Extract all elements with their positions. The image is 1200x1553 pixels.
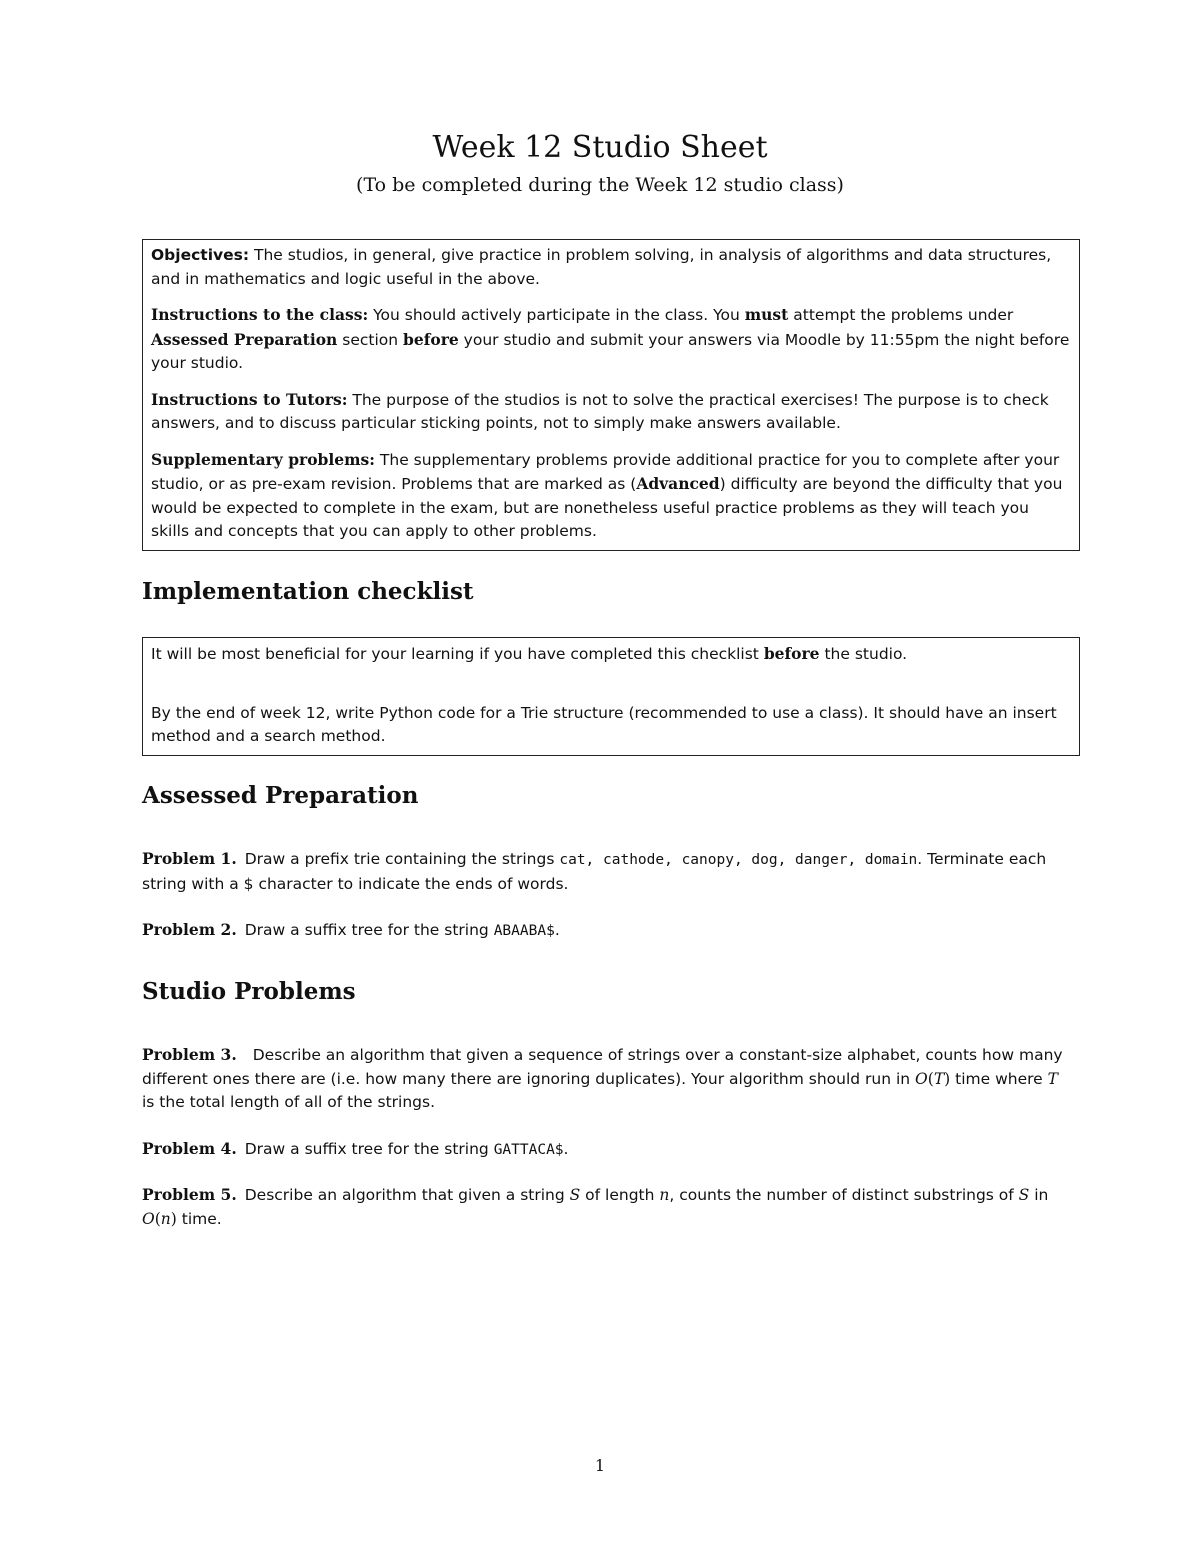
problem-3-text: Describe an algorithm that given a sequence of strings over a constant-size alphabet, counts how many different ones there are (i.e. how many there are ignoring duplicates). Your algorithm should run in (142, 1046, 1063, 1088)
objectives-label: Objectives: (151, 246, 250, 264)
problem-3: Problem 3. Describe an algorithm that given a sequence of strings over a constant-size alphabet, counts how many different ones there are (i.e. how many there are ignoring duplicates). Your algorithm should run in O(T) time where T is the total length of all of the strings. (142, 1045, 1063, 1111)
instructions-class-text: attempt the problems under (788, 306, 1014, 324)
big-o: O (915, 1069, 928, 1088)
problem-4 (142, 1137, 1067, 1163)
instructions-class-paragraph (151, 303, 1071, 376)
problem-4-text: . (563, 1140, 569, 1158)
supplementary-label: Supplementary problems: (151, 449, 375, 469)
before-emphasis: before (763, 644, 820, 663)
problem-2-string: ABAABA$ (493, 923, 555, 939)
problem-2-text: . (554, 921, 560, 939)
problem-3-text: time where (950, 1069, 1048, 1088)
implementation-text: It will be most beneficial for your learning if you have completed this checklist (151, 645, 764, 663)
implementation-box (142, 637, 1080, 756)
objectives-paragraph (151, 244, 1071, 291)
problem-4-label: Problem 4. (142, 1139, 237, 1158)
instructions-class-text: You should actively participate in the class. You (368, 306, 745, 324)
problem-2-label: Problem 2. (142, 920, 237, 939)
problem-5-label: Problem 5. (142, 1185, 237, 1204)
instructions-tutors-paragraph (151, 388, 1071, 436)
before-emphasis: before (403, 329, 459, 349)
math-s: S (569, 1186, 581, 1204)
instructions-class-text: your studio and submit your answers via Moodle by 11:55pm the night before your studio. (151, 330, 1070, 372)
objectives-text: The studios, in general, give practice in problem solving, in analysis of algorithms and data structures, and in mathematics and logic useful in the above. (151, 246, 1052, 288)
assessed-preparation-emphasis: Assessed Preparation (151, 329, 338, 349)
must-emphasis: must (744, 305, 789, 324)
problem-5-text: of length (580, 1186, 660, 1204)
assessed-heading: Assessed Preparation (142, 782, 419, 809)
instructions-tutors-text: The purpose of the studios is not to solve the practical exercises! The purpose is to check answers, and to discuss particular sticking points, not to simply make answers available. (151, 390, 1049, 432)
math-t: T (1047, 1069, 1058, 1088)
problem-5: Problem 5. Describe an algorithm that given a string S of length n, counts the number of distinct substrings of S in O(n) time. (142, 1185, 1049, 1228)
math-s: S (1018, 1186, 1030, 1204)
supplementary-text: ) difficulty are beyond the difficulty that you would be expected to complete in the exam, but are nonetheless useful practice problems as they will teach you skills and concepts that you can apply to other problems. (151, 475, 1063, 540)
problem-3-text: is the total length of all of the strings. (142, 1093, 436, 1111)
problem-1 (142, 847, 1067, 896)
implementation-line-1 (151, 642, 1071, 667)
advanced-emphasis: Advanced (636, 474, 720, 493)
implementation-line-2: By the end of week 12, write Python code for a Trie structure (recommended to use a class). It should have an insert method and a search method. (151, 703, 1057, 745)
problem-2-text: Draw a suffix tree for the string (244, 921, 494, 939)
page-title: Week 12 Studio Sheet (432, 130, 768, 165)
problem-1-strings: cat, cathode, canopy, dog, danger, domain (559, 852, 918, 868)
big-o: O (142, 1209, 155, 1228)
problem-5-text: in (1029, 1186, 1049, 1204)
instructions-tutors-label: Instructions to Tutors: (151, 389, 348, 409)
studio-heading: Studio Problems (142, 978, 356, 1005)
math-n: n (160, 1209, 171, 1228)
page-number: 1 (594, 1456, 606, 1475)
instructions-class-text: section (337, 330, 404, 349)
problem-5-text: time. (176, 1209, 222, 1228)
page-subtitle: (To be completed during the Week 12 studio class) (356, 174, 844, 196)
problem-1-label: Problem 1. (142, 849, 237, 868)
supplementary-paragraph (151, 448, 1071, 544)
supplementary-text: The supplementary problems provide additional practice for you to complete after your studio, or as pre-exam revision. Problems that are marked as ( (151, 450, 1060, 493)
implementation-heading: Implementation checklist (142, 578, 474, 605)
math-n: n (659, 1186, 670, 1204)
implementation-text: the studio. (819, 645, 908, 663)
problem-5-text: Describe an algorithm that given a string (244, 1186, 570, 1204)
problem-3-label: Problem 3. (142, 1045, 237, 1064)
info-box (142, 239, 1080, 551)
problem-5-text: , counts the number of distinct substrings of (669, 1186, 1019, 1204)
problem-4-text: Draw a suffix tree for the string (244, 1140, 494, 1158)
problem-2 (142, 918, 1067, 944)
problem-4-string: GATTACA$ (493, 1142, 564, 1158)
math-t: T (933, 1069, 945, 1088)
problem-1-text: . Terminate each string with a $ character to indicate the ends of words. (142, 850, 1047, 893)
problem-1-text: Draw a prefix trie containing the strings (244, 850, 560, 868)
instructions-class-label: Instructions to the class: (151, 305, 369, 324)
